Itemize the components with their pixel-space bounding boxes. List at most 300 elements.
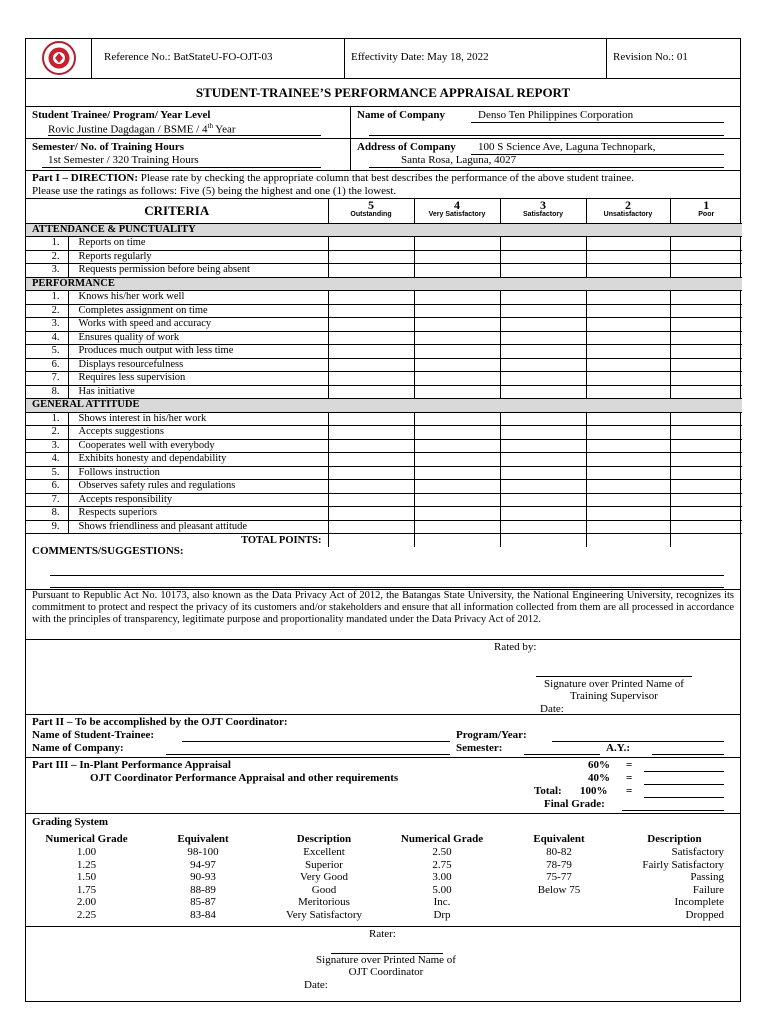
rating-cell[interactable] bbox=[328, 264, 414, 278]
rating-cell[interactable] bbox=[328, 480, 414, 494]
grading-cell bbox=[499, 909, 619, 922]
rating-cell[interactable] bbox=[670, 453, 742, 467]
rating-cell[interactable] bbox=[328, 453, 414, 467]
rating-label: Outstanding bbox=[350, 211, 392, 218]
criteria-text: Shows friendliness and pleasant attitude bbox=[68, 520, 328, 534]
rating-cell[interactable] bbox=[414, 318, 500, 332]
company-name-label: Name of Company bbox=[357, 109, 445, 121]
rating-cell[interactable] bbox=[414, 466, 500, 480]
rating-cell[interactable] bbox=[586, 304, 670, 318]
rating-cell[interactable] bbox=[586, 439, 670, 453]
section-title: ATTENDANCE & PUNCTUALITY bbox=[26, 223, 742, 237]
grading-cell: 1.75 bbox=[76, 883, 97, 896]
company-address-line2: Santa Rosa, Laguna, 4027 bbox=[369, 154, 724, 168]
privacy-notice: Pursuant to Republic Act No. 10173, also known as the Data Privacy Act of 2012, the Batangas State University, the National Engineering University, recognizes its commitment to protect and respect the privacy of its customers and/or stakeholders and ensure that all information collected from them are all processed in accordance with the principles of transparency, legitimate purpose and proportionality mandated under the Data Privacy Act of 2012. bbox=[32, 590, 734, 625]
criteria-row bbox=[26, 439, 742, 453]
rating-header-4 bbox=[414, 199, 500, 223]
rating-cell[interactable] bbox=[414, 372, 500, 386]
criteria-text: Reports on time bbox=[68, 237, 328, 251]
header-row bbox=[26, 39, 740, 79]
coordinator-signature-line[interactable] bbox=[331, 942, 443, 954]
company-address-line1: 100 S Science Ave, Laguna Technopark, bbox=[471, 141, 724, 155]
rating-cell[interactable] bbox=[586, 520, 670, 534]
criteria-text: Works with speed and accuracy bbox=[68, 318, 328, 332]
criteria-number: 3. bbox=[26, 264, 68, 278]
grading-cell: 94-97 bbox=[190, 858, 216, 871]
rating-header-2 bbox=[586, 199, 670, 223]
criteria-text: Cooperates well with everybody bbox=[68, 439, 328, 453]
rating-cell[interactable] bbox=[500, 345, 586, 359]
grading-cell bbox=[499, 896, 619, 909]
part3-final-field[interactable] bbox=[622, 798, 724, 811]
criteria-row bbox=[26, 331, 742, 345]
rating-cell[interactable] bbox=[414, 345, 500, 359]
grading-cell: 75-77 bbox=[546, 871, 572, 883]
company-name-line2 bbox=[369, 123, 724, 136]
rating-cell[interactable] bbox=[328, 466, 414, 480]
rating-cell[interactable] bbox=[586, 345, 670, 359]
trainee-name-program: Rovic Justine Dagdagan / BSME / 4 bbox=[48, 123, 208, 136]
grading-cell: 78-79 bbox=[546, 858, 572, 871]
rating-cell[interactable] bbox=[414, 439, 500, 453]
title-row bbox=[26, 79, 740, 107]
rating-cell[interactable] bbox=[586, 385, 670, 399]
rating-cell[interactable] bbox=[500, 358, 586, 372]
semester-value: 1st Semester / 320 Training Hours bbox=[42, 154, 321, 168]
criteria-number: 2. bbox=[26, 304, 68, 318]
rating-cell[interactable] bbox=[670, 385, 742, 399]
rating-cell[interactable] bbox=[500, 385, 586, 399]
rating-label: Very Satisfactory bbox=[428, 211, 486, 218]
rating-cell[interactable] bbox=[500, 318, 586, 332]
rating-cell[interactable] bbox=[586, 466, 670, 480]
rating-cell[interactable] bbox=[586, 237, 670, 251]
rating-cell[interactable] bbox=[670, 412, 742, 426]
grading-cell: Superior bbox=[305, 858, 343, 871]
criteria-row bbox=[26, 264, 742, 278]
rating-cell[interactable] bbox=[328, 372, 414, 386]
rating-cell[interactable] bbox=[586, 507, 670, 521]
rating-cell[interactable] bbox=[670, 358, 742, 372]
grading-row-entry bbox=[30, 896, 730, 909]
grading-cell: Inc. bbox=[433, 896, 451, 908]
rating-cell[interactable] bbox=[670, 291, 742, 305]
criteria-text: Has initiative bbox=[68, 385, 328, 399]
comments-line-1[interactable] bbox=[50, 563, 724, 576]
criteria-row bbox=[26, 237, 742, 251]
rating-cell[interactable] bbox=[328, 520, 414, 534]
rating-cell[interactable] bbox=[414, 507, 500, 521]
rating-cell[interactable] bbox=[586, 372, 670, 386]
criteria-number: 3. bbox=[26, 439, 68, 453]
rating-cell[interactable] bbox=[328, 250, 414, 264]
part2-company-label: Name of Company: bbox=[32, 742, 124, 754]
grading-cell: 2.75 bbox=[432, 858, 452, 871]
direction-text: Please rate by checking the appropriate column that best describes the performance of the above student trainee. bbox=[140, 172, 635, 184]
rating-cell[interactable] bbox=[414, 304, 500, 318]
grading-cell: Below 75 bbox=[537, 883, 581, 896]
criteria-number: 5. bbox=[26, 345, 68, 359]
rating-cell[interactable] bbox=[414, 520, 500, 534]
part3-final-label: Final Grade: bbox=[544, 798, 605, 810]
rating-cell[interactable] bbox=[586, 358, 670, 372]
criteria-row bbox=[26, 426, 742, 440]
part3-total-pct: 100% bbox=[580, 785, 608, 797]
appraisal-form bbox=[25, 38, 741, 1002]
rated-by-label: Rated by: bbox=[494, 641, 537, 653]
rating-cell[interactable] bbox=[414, 385, 500, 399]
part2-ay-field[interactable] bbox=[652, 742, 724, 755]
rating-cell[interactable] bbox=[328, 426, 414, 440]
rating-cell[interactable] bbox=[414, 331, 500, 345]
rating-cell[interactable] bbox=[670, 480, 742, 494]
comments-line-2[interactable] bbox=[50, 576, 724, 588]
criteria-text: Ensures quality of work bbox=[68, 331, 328, 345]
rating-cell[interactable] bbox=[414, 237, 500, 251]
rating-cell[interactable] bbox=[586, 250, 670, 264]
effectivity-cell bbox=[345, 39, 607, 78]
rating-label: Unsatisfactory bbox=[603, 211, 653, 218]
rating-cell[interactable] bbox=[328, 291, 414, 305]
rating-cell[interactable] bbox=[500, 507, 586, 521]
part3-pct2: 40% bbox=[588, 772, 610, 784]
rating-cell[interactable] bbox=[500, 453, 586, 467]
rating-cell[interactable] bbox=[328, 358, 414, 372]
rating-cell[interactable] bbox=[670, 318, 742, 332]
criteria-row bbox=[26, 318, 742, 332]
criteria-row bbox=[26, 250, 742, 264]
grading-cell: Fairly Satisfactory bbox=[642, 858, 724, 871]
part2-semester-field[interactable] bbox=[524, 742, 600, 755]
criteria-row bbox=[26, 345, 742, 359]
rated-by-row bbox=[26, 640, 740, 715]
criteria-row bbox=[26, 480, 742, 494]
grading-cell: 80-82 bbox=[546, 846, 572, 858]
rating-cell[interactable] bbox=[586, 493, 670, 507]
rating-cell[interactable] bbox=[586, 412, 670, 426]
section-header-row bbox=[26, 223, 742, 237]
rating-cell[interactable] bbox=[328, 345, 414, 359]
rating-cell[interactable] bbox=[328, 507, 414, 521]
criteria-text: Reports regularly bbox=[68, 250, 328, 264]
grading-header: Numerical Grade bbox=[400, 833, 484, 845]
part3-pct1: 60% bbox=[588, 759, 610, 771]
grading-cell: 83-84 bbox=[190, 908, 216, 921]
criteria-header-row bbox=[26, 199, 742, 223]
grading-cell: 3.00 bbox=[432, 871, 452, 883]
criteria-number: 3. bbox=[26, 318, 68, 332]
rating-number: 1 bbox=[703, 198, 710, 212]
rating-cell[interactable] bbox=[500, 520, 586, 534]
criteria-text: Requests permission before being absent bbox=[68, 264, 328, 278]
criteria-row bbox=[26, 507, 742, 521]
rating-number: 4 bbox=[454, 198, 460, 212]
criteria-number: 8. bbox=[26, 507, 68, 521]
privacy-row bbox=[26, 590, 740, 640]
trainee-name-field bbox=[48, 122, 321, 136]
direction-text2: Please use the ratings as follows: Five (5) being the highest and one (1) the lowest. bbox=[32, 184, 397, 197]
rating-cell[interactable] bbox=[500, 250, 586, 264]
grading-header: Description bbox=[647, 833, 702, 845]
criteria-text: Produces much output with less time bbox=[68, 345, 328, 359]
rating-label: Satisfactory bbox=[522, 211, 564, 218]
rating-cell[interactable] bbox=[586, 453, 670, 467]
form-title: STUDENT-TRAINEE’S PERFORMANCE APPRAISAL REPORT bbox=[195, 85, 571, 100]
grading-header: Numerical Grade bbox=[45, 833, 128, 845]
rating-cell[interactable] bbox=[670, 507, 742, 521]
trainee-label: Student Trainee/ Program/ Year Level bbox=[32, 109, 211, 121]
rating-cell[interactable] bbox=[670, 426, 742, 440]
rating-cell[interactable] bbox=[414, 291, 500, 305]
rating-cell[interactable] bbox=[670, 250, 742, 264]
part2-program-label: Program/Year: bbox=[456, 729, 527, 741]
criteria-number: 1. bbox=[26, 291, 68, 305]
part3-eq1: = bbox=[626, 759, 633, 771]
rating-cell[interactable] bbox=[414, 412, 500, 426]
rating-cell[interactable] bbox=[328, 318, 414, 332]
criteria-number: 4. bbox=[26, 331, 68, 345]
part2-row bbox=[26, 715, 740, 758]
rating-cell[interactable] bbox=[500, 331, 586, 345]
rating-cell[interactable] bbox=[414, 264, 500, 278]
rating-cell[interactable] bbox=[328, 493, 414, 507]
rating-cell[interactable] bbox=[328, 439, 414, 453]
grading-cell: Very Satisfactory bbox=[285, 908, 363, 921]
part3-line1: Part III – In-Plant Performance Appraisal bbox=[32, 759, 231, 771]
grading-table bbox=[30, 833, 730, 921]
logo-cell bbox=[26, 39, 92, 78]
rating-cell[interactable] bbox=[500, 426, 586, 440]
grading-row-entry bbox=[30, 859, 730, 872]
grading-cell: 1.50 bbox=[76, 871, 97, 883]
rating-cell[interactable] bbox=[586, 291, 670, 305]
grading-title: Grading System bbox=[32, 816, 109, 828]
criteria-row bbox=[26, 372, 742, 386]
rating-cell[interactable] bbox=[328, 237, 414, 251]
supervisor-sig-label1: Signature over Printed Name of bbox=[544, 678, 684, 690]
semester-row bbox=[26, 139, 740, 171]
rater-label: Rater: bbox=[369, 928, 396, 940]
part3-row bbox=[26, 758, 740, 814]
part3-eq2: = bbox=[626, 772, 633, 784]
rating-cell[interactable] bbox=[500, 264, 586, 278]
rating-cell[interactable] bbox=[500, 439, 586, 453]
grading-header: Description bbox=[296, 833, 352, 845]
rating-number: 5 bbox=[368, 198, 374, 212]
rating-cell[interactable] bbox=[586, 318, 670, 332]
criteria-row bbox=[26, 291, 742, 305]
rating-cell[interactable] bbox=[414, 250, 500, 264]
part2-student-field[interactable] bbox=[182, 729, 450, 742]
criteria-number: 4. bbox=[26, 453, 68, 467]
criteria-text: Requires less supervision bbox=[68, 372, 328, 386]
criteria-number: 8. bbox=[26, 385, 68, 399]
rating-label: Poor bbox=[698, 211, 715, 218]
criteria-number: 6. bbox=[26, 358, 68, 372]
criteria-number: 6. bbox=[26, 480, 68, 494]
part3-eq3: = bbox=[626, 785, 633, 797]
coordinator-sig-label2: OJT Coordinator bbox=[348, 966, 424, 978]
criteria-number: 2. bbox=[26, 250, 68, 264]
rating-cell[interactable] bbox=[670, 237, 742, 251]
grading-cell: Good bbox=[311, 883, 337, 896]
section-header-row bbox=[26, 399, 742, 413]
part3-coordinator-field[interactable] bbox=[644, 772, 724, 785]
grading-cell: Very Good bbox=[300, 871, 348, 883]
rating-cell[interactable] bbox=[670, 520, 742, 534]
part2-program-field[interactable] bbox=[552, 729, 724, 742]
part2-ay-label: A.Y.: bbox=[606, 742, 631, 754]
grading-header: Equivalent bbox=[533, 833, 585, 845]
rating-cell[interactable] bbox=[328, 304, 414, 318]
rating-cell[interactable] bbox=[414, 480, 500, 494]
rating-cell[interactable] bbox=[670, 264, 742, 278]
rater-section bbox=[26, 927, 742, 1003]
criteria-header: CRITERIA bbox=[26, 199, 328, 223]
coordinator-date-label: Date: bbox=[304, 979, 328, 991]
rating-number: 2 bbox=[625, 198, 631, 212]
grading-cell: Incomplete bbox=[674, 896, 724, 908]
grading-cell: Failure bbox=[692, 883, 724, 896]
supervisor-date-label: Date: bbox=[540, 703, 564, 715]
year-suffix: Year bbox=[212, 123, 236, 136]
criteria-table-container bbox=[26, 199, 742, 545]
criteria-number: 9. bbox=[26, 520, 68, 534]
direction-row bbox=[26, 171, 740, 199]
rating-cell[interactable] bbox=[500, 304, 586, 318]
criteria-row bbox=[26, 493, 742, 507]
rating-header-5 bbox=[328, 199, 414, 223]
rating-cell[interactable] bbox=[328, 412, 414, 426]
coordinator-sig-label1: Signature over Printed Name of bbox=[316, 954, 456, 966]
rating-cell[interactable] bbox=[586, 426, 670, 440]
grading-cell: Meritorious bbox=[298, 896, 350, 908]
part3-line2: OJT Coordinator Performance Appraisal and other requirements bbox=[90, 772, 399, 784]
criteria-text: Completes assignment on time bbox=[68, 304, 328, 318]
grading-cell: 2.25 bbox=[76, 908, 97, 921]
part3-total-field[interactable] bbox=[644, 785, 724, 798]
criteria-number: 2. bbox=[26, 426, 68, 440]
grading-row-entry bbox=[30, 846, 730, 859]
rating-cell[interactable] bbox=[586, 264, 670, 278]
grading-cell: 5.00 bbox=[432, 883, 452, 896]
rating-cell[interactable] bbox=[500, 291, 586, 305]
section-title: PERFORMANCE bbox=[26, 277, 742, 291]
criteria-row bbox=[26, 385, 742, 399]
criteria-text: Shows interest in his/her work bbox=[68, 412, 328, 426]
rating-cell[interactable] bbox=[414, 453, 500, 467]
rating-cell[interactable] bbox=[670, 493, 742, 507]
revision-cell bbox=[607, 39, 742, 78]
grading-row-entry bbox=[30, 871, 730, 884]
rating-cell[interactable] bbox=[500, 372, 586, 386]
grading-row-entry bbox=[30, 884, 730, 897]
rating-cell[interactable] bbox=[670, 372, 742, 386]
semester-label: Semester/ No. of Training Hours bbox=[32, 141, 185, 153]
grading-cell: Satisfactory bbox=[671, 846, 724, 858]
part3-inplant-field[interactable] bbox=[644, 759, 724, 772]
rating-cell[interactable] bbox=[670, 466, 742, 480]
criteria-number: 7. bbox=[26, 372, 68, 386]
grading-cell: Excellent bbox=[303, 846, 345, 858]
criteria-text: Accepts suggestions bbox=[68, 426, 328, 440]
grading-cell: 1.25 bbox=[76, 858, 97, 871]
criteria-text: Exhibits honesty and dependability bbox=[68, 453, 328, 467]
rating-cell[interactable] bbox=[670, 304, 742, 318]
rating-cell[interactable] bbox=[500, 237, 586, 251]
rating-cell[interactable] bbox=[414, 426, 500, 440]
grading-header: Equivalent bbox=[177, 833, 229, 845]
direction-label: Part I – DIRECTION: bbox=[32, 172, 139, 184]
grading-cell: 90-93 bbox=[190, 871, 216, 883]
university-seal-icon bbox=[26, 39, 92, 78]
effectivity-date: Effectivity Date: May 18, 2022 bbox=[351, 51, 489, 63]
grading-cell: 88-89 bbox=[190, 883, 216, 896]
company-address-label: Address of Company bbox=[357, 141, 456, 153]
rating-header-3 bbox=[500, 199, 586, 223]
part2-semester-label: Semester: bbox=[456, 742, 503, 754]
rating-cell[interactable] bbox=[328, 331, 414, 345]
reference-number: Reference No.: BatStateU-FO-OJT-03 bbox=[104, 51, 273, 63]
rating-cell[interactable] bbox=[414, 358, 500, 372]
grading-cell: 85-87 bbox=[190, 896, 216, 908]
rating-cell[interactable] bbox=[586, 480, 670, 494]
criteria-number: 7. bbox=[26, 493, 68, 507]
rating-cell[interactable] bbox=[500, 466, 586, 480]
rating-cell[interactable] bbox=[414, 493, 500, 507]
criteria-text: Respects superiors bbox=[68, 507, 328, 521]
grading-cell: 2.50 bbox=[432, 846, 452, 858]
rating-cell[interactable] bbox=[670, 439, 742, 453]
rating-cell[interactable] bbox=[586, 331, 670, 345]
criteria-row bbox=[26, 466, 742, 480]
trainee-row bbox=[26, 107, 740, 139]
part2-company-field[interactable] bbox=[166, 742, 450, 755]
grading-cell: Drp bbox=[433, 908, 451, 921]
grading-row-entry bbox=[30, 909, 730, 922]
criteria-row bbox=[26, 453, 742, 467]
comments-label: COMMENTS/SUGGESTIONS: bbox=[32, 545, 184, 557]
criteria-text: Displays resourcefulness bbox=[68, 358, 328, 372]
supervisor-signature-line[interactable] bbox=[536, 664, 692, 677]
rating-number: 3 bbox=[540, 198, 546, 212]
rating-cell[interactable] bbox=[670, 331, 742, 345]
grading-row bbox=[26, 814, 740, 927]
grading-cell: Dropped bbox=[685, 908, 724, 921]
grading-cell: 2.00 bbox=[76, 896, 97, 908]
rating-cell[interactable] bbox=[500, 412, 586, 426]
criteria-row bbox=[26, 304, 742, 318]
comments-row bbox=[26, 545, 740, 590]
total-points-label: TOTAL POINTS: bbox=[26, 534, 328, 548]
rating-cell[interactable] bbox=[328, 385, 414, 399]
rating-header-1 bbox=[670, 199, 742, 223]
revision-number: Revision No.: 01 bbox=[613, 51, 688, 63]
criteria-number: 1. bbox=[26, 237, 68, 251]
criteria-number: 5. bbox=[26, 466, 68, 480]
rating-cell[interactable] bbox=[500, 480, 586, 494]
rating-cell[interactable] bbox=[670, 345, 742, 359]
part3-total-label: Total: bbox=[534, 785, 562, 797]
rating-cell[interactable] bbox=[500, 493, 586, 507]
criteria-row bbox=[26, 520, 742, 534]
supervisor-sig-label2: Training Supervisor bbox=[570, 690, 658, 702]
criteria-text: Follows instruction bbox=[68, 466, 328, 480]
criteria-text: Knows his/her work well bbox=[68, 291, 328, 305]
criteria-row bbox=[26, 412, 742, 426]
grading-cell: Passing bbox=[690, 871, 724, 883]
criteria-text: Observes safety rules and regulations bbox=[68, 480, 328, 494]
